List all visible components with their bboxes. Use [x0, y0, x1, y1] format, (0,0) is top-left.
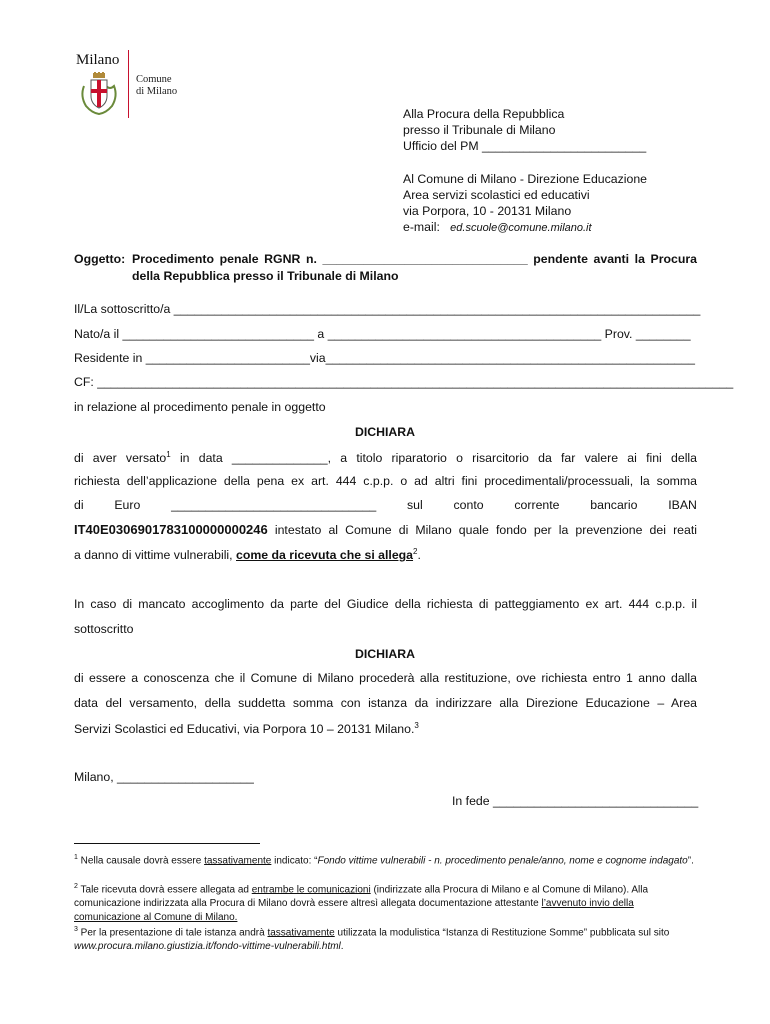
footnote-2: [74, 880, 697, 925]
footnote-text: Per la presentazione di tale istanza andrà: [77, 927, 268, 939]
receipt-note: come da ricevuta che si allega: [236, 548, 414, 563]
addressee-line: presso il Tribunale di Milano: [403, 123, 556, 137]
para1-text: intestato al Comune di Milano quale fondo per la prevenzione dei reati: [267, 523, 697, 537]
form-line-cf: CF: _____________________________________________________________________________________________: [74, 375, 734, 389]
para1-line-1: [74, 450, 697, 465]
para1-line-5: [74, 547, 421, 562]
subject-line-2: della Repubblica presso il Tribunale di Milano: [132, 269, 399, 283]
addressee-line: Alla Procura della Repubblica: [403, 107, 565, 121]
footnote-link: www.procura.milano.giustizia.it/fondo-vittime-vulnerabili.html: [74, 941, 341, 953]
footnote-underline: tassativamente: [204, 855, 272, 867]
para1-word: sul: [407, 498, 423, 512]
para1-word: IBAN: [668, 498, 697, 512]
addressee-line: via Porpora, 10 - 20131 Milano: [403, 204, 572, 218]
addressee-line: Area servizi scolastici ed educativi: [403, 188, 590, 202]
para1-text: di aver versato: [74, 451, 167, 466]
amount-field: ______________________________: [171, 498, 377, 512]
form-line-name: Il/La sottoscritto/a _____________________________________________________________________________: [74, 302, 701, 316]
footnote-underline: tassativamente: [267, 927, 335, 939]
para1-word: Euro: [114, 498, 141, 512]
footnote-underline: l’avvenuto invio della comunicazione al Comune di Milano.: [74, 898, 634, 924]
logo-sub-1: Comune: [136, 74, 172, 85]
email-value: ed.scuole@comune.milano.it: [450, 222, 592, 234]
place-date: Milano, ____________________: [74, 770, 254, 784]
heading-dichiara-1: DICHIARA: [354, 425, 416, 439]
addressee-line: Ufficio del PM ________________________: [403, 139, 647, 153]
para3-line-3: [74, 721, 419, 736]
email-line: [403, 219, 647, 236]
footnote-ref-1: 1: [166, 450, 171, 459]
footnote-text: indicato: “: [271, 855, 318, 867]
signature-line: In fede ______________________________: [452, 794, 699, 808]
para2-line-1: In caso di mancato accoglimento da parte del Giudice della richiesta di patteggiamento ex art. 444 c.p.p. il: [74, 597, 697, 611]
footnote-separator: [74, 843, 260, 844]
logo-sub-2: di Milano: [136, 86, 178, 97]
footnote-num: 3: [74, 926, 78, 933]
para1-word: bancario: [590, 498, 638, 512]
iban-value: IT40E0306901783100000000246: [74, 522, 268, 537]
footnote-text: Tale ricevuta dovrà essere allegata ad: [77, 884, 252, 896]
subject-line-1: Procedimento penale RGNR n. ______________________________ pendente avanti la Procura: [132, 252, 697, 266]
footnote-1: [74, 851, 697, 868]
footnote-3: [74, 923, 697, 954]
footnote-ref-3: 3: [414, 721, 419, 730]
form-line-birth: Nato/a il ____________________________ a ________________________________________ Prov. ________: [74, 327, 691, 341]
footnote-underline: entrambe le comunicazioni: [251, 884, 371, 896]
para1-text: .: [417, 548, 421, 563]
para1-text: in data ______________, a titolo riparatorio o risarcitorio da far valere ai fini della: [170, 451, 697, 466]
para3-line-2: data del versamento, della suddetta somma con istanza da indirizzare alla Direzione Educazione – Area: [74, 696, 697, 710]
footnote-text: (indirizzate alla Procura di Milano e al Comune di Milano). Alla comunicazione indirizzata alla Procura di Milano dovrà essere altresì allegata documentazione attestante: [74, 884, 649, 910]
footnote-num: 1: [74, 854, 78, 861]
footnote-text: ”.: [687, 855, 694, 867]
coat-of-arms-icon: [76, 72, 122, 116]
para1-word: conto: [453, 498, 484, 512]
footnote-italic: Fondo vittime vulnerabili - n. procedimento penale/anno, nome e cognome indagato: [317, 855, 688, 867]
para3-line-1: di essere a conoscenza che il Comune di Milano procederà alla restituzione, ove richiesta entro 1 anno dalla: [74, 671, 697, 685]
email-label: e-mail:: [403, 220, 440, 234]
logo-wordmark: Milano: [76, 52, 120, 68]
para1-line-2: richiesta dell’applicazione della pena ex art. 444 c.p.p. o ad altri fini procedimentali/processuali, la somma: [74, 474, 697, 488]
para1-word: corrente: [514, 498, 560, 512]
heading-dichiara-2: DICHIARA: [354, 647, 416, 661]
para3-text: Servizi Scolastici ed Educativi, via Porpora 10 – 20131 Milano.: [74, 722, 415, 737]
footnote-text: .: [340, 941, 344, 953]
form-line-relation: in relazione al procedimento penale in oggetto: [74, 400, 326, 414]
para1-line-3: [74, 498, 697, 512]
addressee-comune: [403, 171, 647, 236]
subject-label: Oggetto:: [74, 252, 126, 266]
footnote-num: 2: [74, 883, 78, 890]
footnote-text: Nella causale dovrà essere: [77, 855, 205, 867]
para2-line-2: sottoscritto: [74, 622, 134, 636]
footnote-text: utilizzata la modulistica “Istanza di Restituzione Somme” pubblicata sul sito: [334, 927, 670, 939]
addressee-line: Al Comune di Milano - Direzione Educazione: [403, 172, 648, 186]
para1-line-4: [74, 522, 697, 537]
form-line-residence: Residente in ________________________via______________________________________________________: [74, 351, 695, 365]
para1-text: a danno di vittime vulnerabili,: [74, 548, 236, 563]
logo-block: [74, 50, 186, 120]
para1-word: di: [74, 498, 84, 512]
footnote-ref-2: 2: [413, 547, 418, 556]
logo-divider: [128, 50, 129, 118]
addressee-procura: [403, 106, 646, 154]
